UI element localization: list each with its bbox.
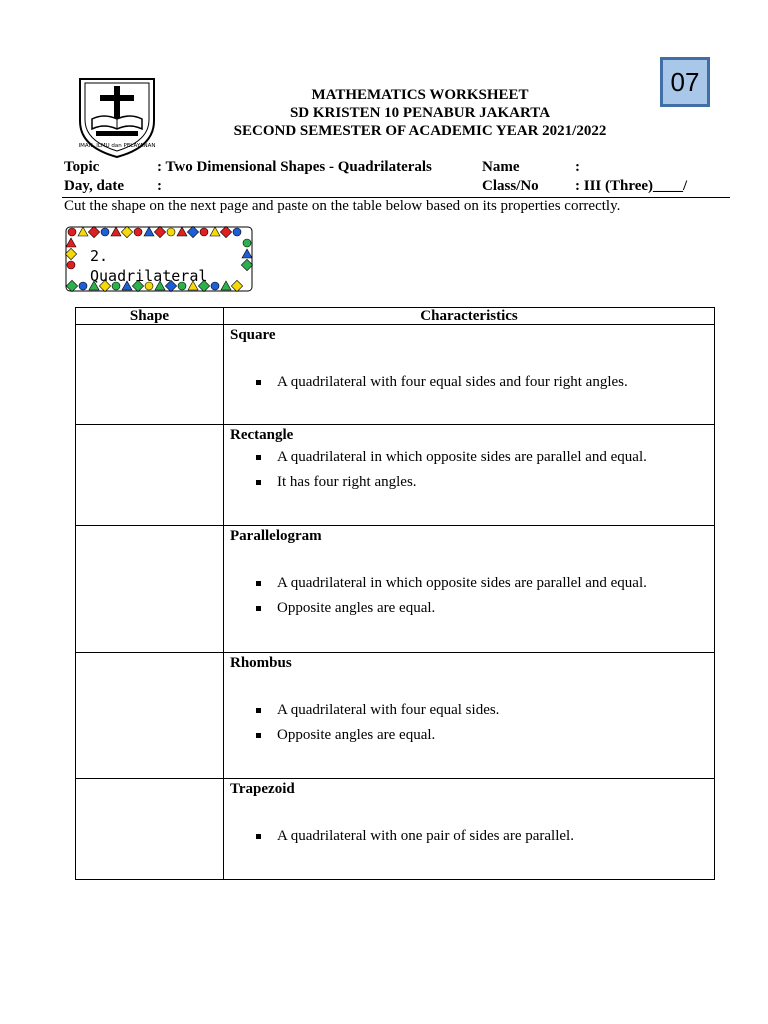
table-row <box>76 425 715 526</box>
property-item: A quadrilateral in which opposite sides are parallel and equal. <box>277 445 714 470</box>
school-name: SD KRISTEN 10 PENABUR JAKARTA <box>289 105 551 121</box>
property-item: A quadrilateral in which opposite sides are parallel and equal. <box>277 571 714 596</box>
shapes-table <box>75 307 715 880</box>
logo-motto: IMAN, ILMU dan PELAYANAN <box>78 143 156 149</box>
shape-column-header: Shape <box>76 308 224 325</box>
badge-decoration <box>79 282 87 290</box>
table-row <box>76 779 715 880</box>
characteristics-cell <box>224 526 715 653</box>
table-header-row <box>76 308 715 325</box>
section-badge-label: 2. Quadrilateral <box>90 247 208 285</box>
badge-decoration <box>243 239 251 247</box>
table-row <box>76 325 715 425</box>
badge-decoration <box>134 228 142 236</box>
topic-value: : Two Dimensional Shapes - Quadrilaterals <box>157 159 432 175</box>
badge-decoration <box>233 228 241 236</box>
property-list <box>224 370 714 395</box>
page-number: 07 <box>670 66 700 97</box>
day-date-value: : <box>157 178 162 194</box>
shape-name: Rhombus <box>230 655 292 671</box>
table-row <box>76 653 715 779</box>
property-list <box>224 698 714 748</box>
property-item: Opposite angles are equal. <box>277 596 714 621</box>
property-list <box>224 571 714 621</box>
shape-name: Rectangle <box>230 427 294 443</box>
badge-decoration <box>200 228 208 236</box>
characteristics-cell <box>224 653 715 779</box>
name-value: : <box>575 159 580 175</box>
badge-decoration <box>167 228 175 236</box>
characteristics-cell <box>224 779 715 880</box>
worksheet-title: MATHEMATICS WORKSHEET <box>311 87 529 103</box>
instruction-text: Cut the shape on the next page and paste on the table below based on its properties correctly. <box>64 198 621 214</box>
characteristics-cell <box>224 325 715 425</box>
property-item: A quadrilateral with four equal sides. <box>277 698 714 723</box>
shape-name: Square <box>230 327 276 343</box>
shape-paste-cell[interactable] <box>76 425 224 526</box>
name-label: Name <box>482 159 520 175</box>
property-item: A quadrilateral with one pair of sides are parallel. <box>277 824 714 849</box>
property-list <box>224 824 714 849</box>
characteristics-cell <box>224 425 715 526</box>
badge-decoration <box>101 228 109 236</box>
shape-name: Parallelogram <box>230 528 322 544</box>
shape-name: Trapezoid <box>230 781 295 797</box>
class-label: Class/No <box>482 178 539 194</box>
school-logo <box>74 73 160 159</box>
property-item: It has four right angles. <box>277 470 714 495</box>
shape-paste-cell[interactable] <box>76 526 224 653</box>
semester-line: SECOND SEMESTER OF ACADEMIC YEAR 2021/2022 <box>233 123 607 139</box>
shape-paste-cell[interactable] <box>76 779 224 880</box>
table-row <box>76 526 715 653</box>
topic-label: Topic <box>64 159 100 175</box>
badge-decoration <box>67 261 75 269</box>
property-list <box>224 445 714 495</box>
badge-decoration <box>68 228 76 236</box>
characteristics-column-header: Characteristics <box>224 308 715 325</box>
property-item: Opposite angles are equal. <box>277 723 714 748</box>
shape-paste-cell[interactable] <box>76 325 224 425</box>
property-item: A quadrilateral with four equal sides and four right angles. <box>277 370 714 395</box>
shape-paste-cell[interactable] <box>76 653 224 779</box>
class-value: : III (Three)____/ <box>575 178 688 194</box>
day-date-label: Day, date <box>64 178 124 194</box>
